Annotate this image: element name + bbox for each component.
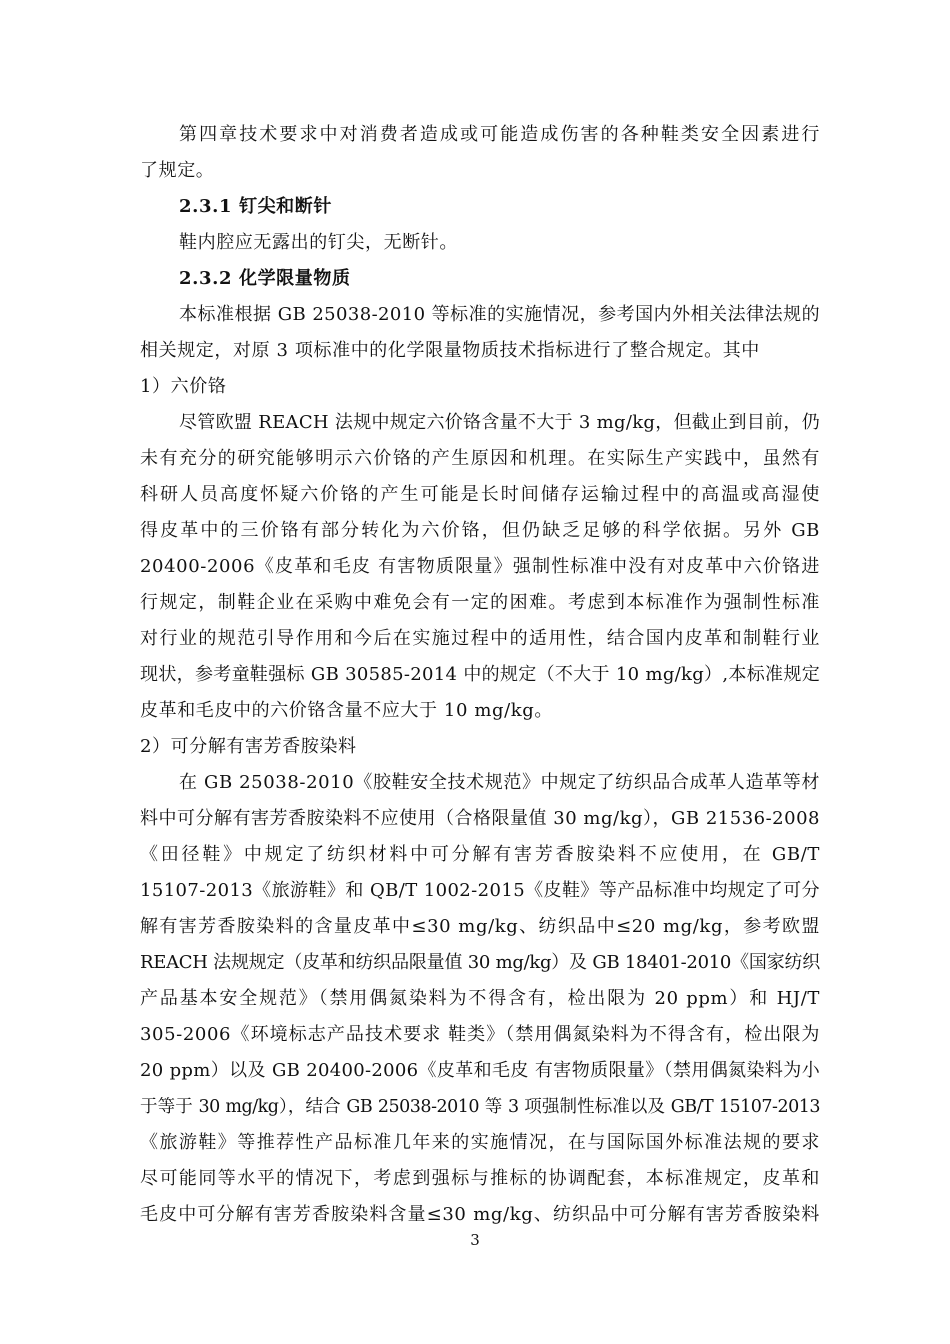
paragraph-line: REACH 法规规定（皮革和纺织品限量值 30 mg/kg）及 GB 18401-2010《国家纺织 [140, 952, 820, 973]
paragraph-line: 得皮革中的三价铬有部分转化为六价铬，但仍缺乏足够的科学依据。另外 GB [140, 520, 820, 541]
paragraph-line: 在 GB 25038-2010《胶鞋安全技术规范》中规定了纺织品合成革人造革等材 [179, 772, 820, 793]
paragraph-line: 鞋内腔应无露出的钉尖，无断针。 [179, 232, 458, 253]
paragraph-line: 对行业的规范引导作用和今后在实施过程中的适用性，结合国内皮革和制鞋行业 [140, 628, 820, 649]
paragraph-line: 于等于 30 mg/kg），结合 GB 25038-2010 等 3 项强制性标准以及 GB/T 15107-2013 [140, 1097, 820, 1117]
list-item-heading: 1）六价铬 [140, 376, 227, 397]
paragraph-line: 第四章技术要求中对消费者造成或可能造成伤害的各种鞋类安全因素进行 [179, 124, 820, 145]
paragraph-line: 皮革和毛皮中的六价铬含量不应大于 10 mg/kg。 [140, 700, 554, 721]
paragraph-line: 305-2006《环境标志产品技术要求 鞋类》（禁用偶氮染料为不得含有，检出限为 [140, 1024, 820, 1045]
paragraph-line: 20400-2006《皮革和毛皮 有害物质限量》强制性标准中没有对皮革中六价铬进 [140, 556, 820, 577]
section-heading-2-3-2: 2.3.2 化学限量物质 [179, 268, 351, 289]
section-heading-2-3-1: 2.3.1 钉尖和断针 [179, 196, 332, 217]
paragraph-line: 了规定。 [140, 160, 215, 181]
paragraph-line: 现状，参考童鞋强标 GB 30585-2014 中的规定（不大于 10 mg/kg）,本标准规定 [140, 664, 820, 685]
paragraph-line: 相关规定，对原 3 项标准中的化学限量物质技术指标进行了整合规定。其中 [140, 340, 760, 361]
paragraph-line: 20 ppm）以及 GB 20400-2006《皮革和毛皮 有害物质限量》（禁用偶氮染料为小 [140, 1060, 820, 1081]
paragraph-line: 15107-2013《旅游鞋》和 QB/T 1002-2015《皮鞋》等产品标准中均规定了可分 [140, 880, 820, 901]
paragraph-line: 行规定，制鞋企业在采购中难免会有一定的困难。考虑到本标准作为强制性标准 [140, 592, 820, 613]
paragraph-line: 科研人员高度怀疑六价铬的产生可能是长时间储存运输过程中的高温或高湿使 [140, 484, 820, 505]
paragraph-line: 未有充分的研究能够明示六价铬的产生原因和机理。在实际生产实践中，虽然有 [140, 448, 820, 469]
page-number: 3 [470, 1231, 480, 1249]
paragraph-line: 解有害芳香胺染料的含量皮革中≤30 mg/kg、纺织品中≤20 mg/kg，参考欧盟 [140, 916, 820, 937]
paragraph-line: 料中可分解有害芳香胺染料不应使用（合格限量值 30 mg/kg），GB 21536-2008 [140, 808, 820, 829]
paragraph-line: 《田径鞋》中规定了纺织材料中可分解有害芳香胺染料不应使用，在 GB/T [140, 844, 820, 865]
paragraph-line: 《旅游鞋》等推荐性产品标准几年来的实施情况，在与国际国外标准法规的要求 [140, 1132, 820, 1153]
paragraph-line: 本标准根据 GB 25038-2010 等标准的实施情况，参考国内外相关法律法规的 [179, 304, 820, 325]
paragraph-line: 产品基本安全规范》（禁用偶氮染料为不得含有，检出限为 20 ppm）和 HJ/T [140, 988, 820, 1009]
paragraph-line: 尽管欧盟 REACH 法规中规定六价铬含量不大于 3 mg/kg，但截止到目前，仍 [179, 412, 820, 433]
list-item-heading: 2）可分解有害芳香胺染料 [140, 736, 357, 757]
paragraph-line: 尽可能同等水平的情况下，考虑到强标与推标的协调配套，本标准规定，皮革和 [140, 1168, 820, 1189]
paragraph-line: 毛皮中可分解有害芳香胺染料含量≤30 mg/kg、纺织品中可分解有害芳香胺染料 [140, 1204, 820, 1225]
